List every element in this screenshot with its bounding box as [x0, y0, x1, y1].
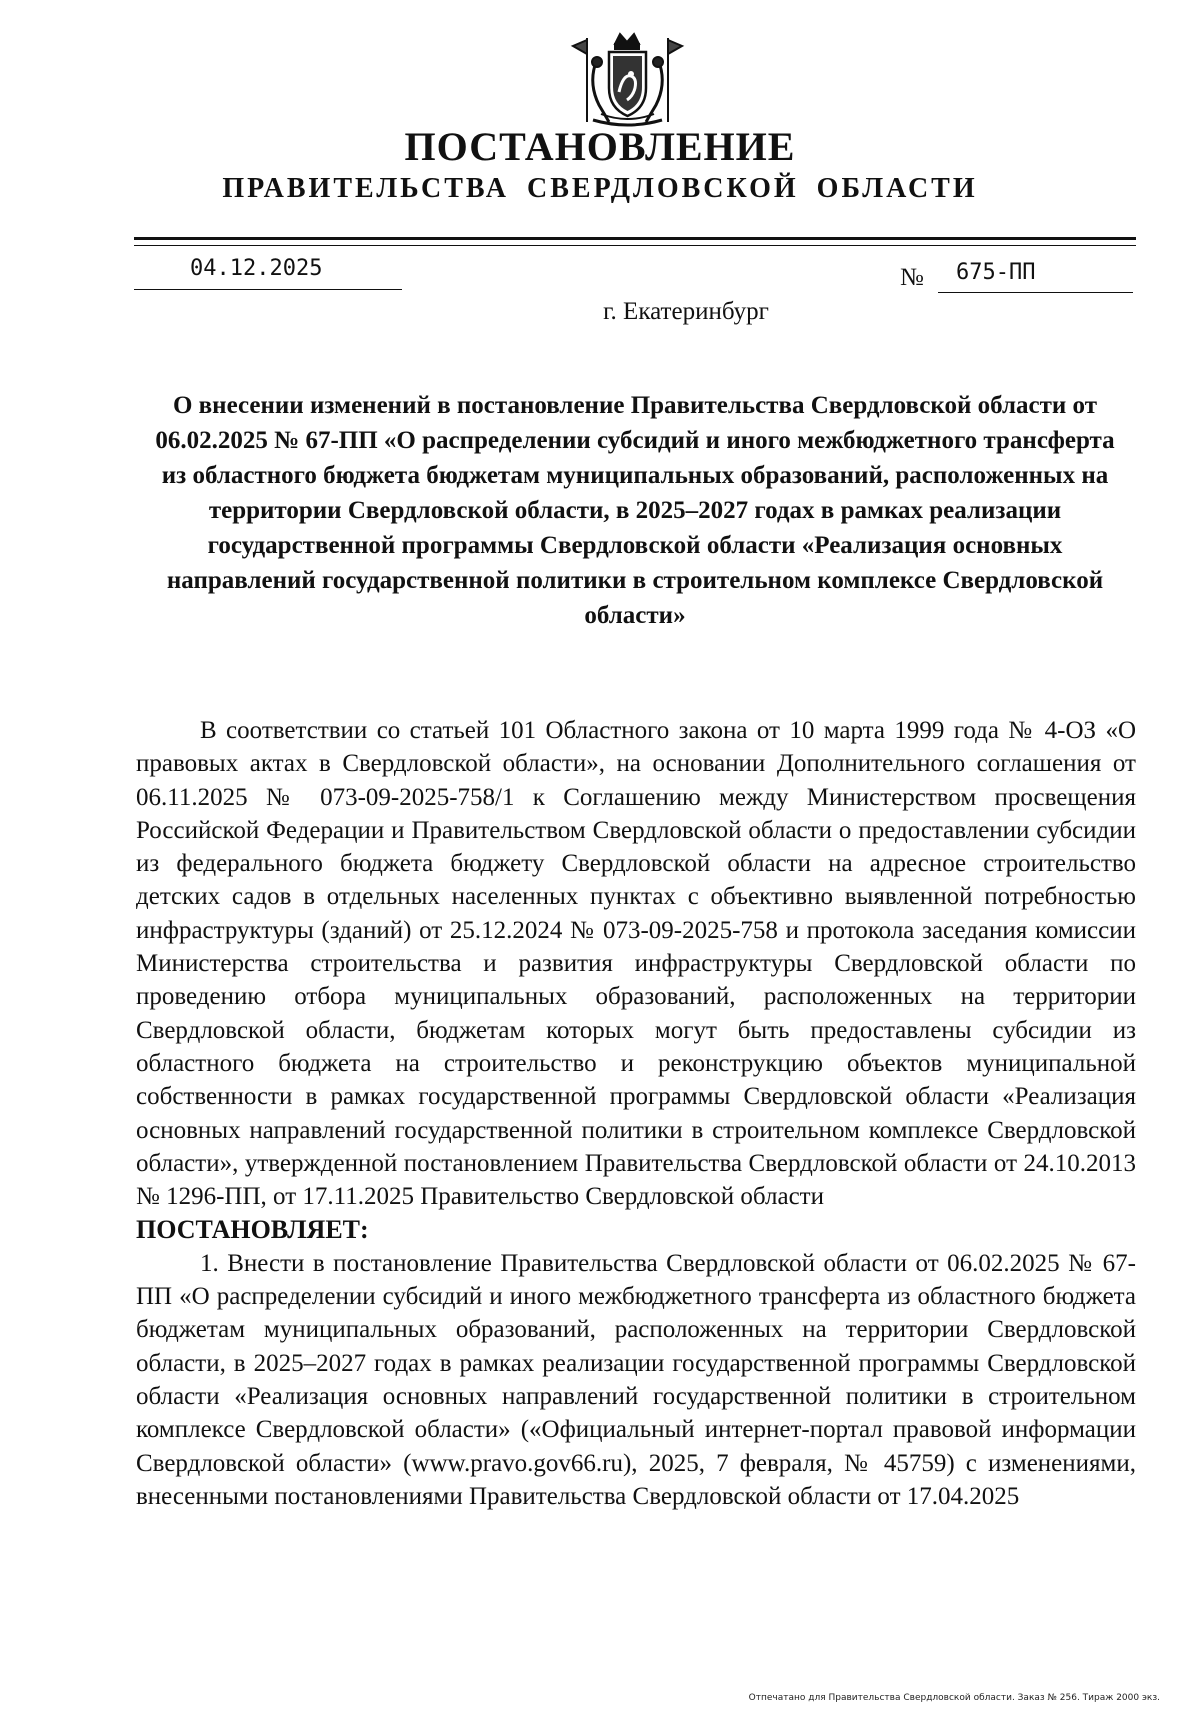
preamble-paragraph: В соответствии со статьей 101 Областного закона от 10 марта 1999 года № 4-ОЗ «О правовых актах в Свердловской области», на основании Дополнительного соглашения от 06.11.2025 № 073-09-2025-758/1 к Соглашению между Министерством просвещения Российской Федерации и Правительством Свердловской области о предоставлении субсидии из федерального бюджета бюджету Свердловской области на адресное строительство детских садов в отдельных населенных пунктах с объективно выявленной потребностью инфраструктуры (зданий) от 25.12.2024 № 073-09-2025-758 и протокола заседания комиссии Министерства строительства и развития инфраструктуры Свердловской области по проведению отбора муниципальных образований, расположенных на территории Свердловской области, бюджетам которых могут быть предоставлены субсидии из областного бюджета на строительство и реконструкцию объектов муниципальной собственности в рамках государственной программы Свердловской области «Реализация основных направлений государственной политики в строительном комплексе Свердловской области», утвержденной постановлением Правительства Свердловской области от 24.10.2013 № 1296-ПП, от 17.11.2025 Правительство Свердловской области	[136, 717, 1136, 1211]
city: г. Екатеринбург	[603, 298, 769, 325]
coat-of-arms-icon	[565, 30, 690, 130]
header-divider-thick	[134, 237, 1136, 240]
document-number: 675-ПП	[956, 260, 1036, 285]
document-subject: О внесении изменений в постановление Правительства Свердловской области от 06.02.2025 № 67-ПП «О распределении субсидий и иного межбюджетного трансферта из областного бюджета бюджетам муниципальных образований, расположенных на территории Свердловской области, в 2025–2027 годах в рамках реализации государственной программы Свердловской области «Реализация основных направлений государственной политики в строительном комплексе Свердловской области»	[155, 392, 1115, 629]
print-note: Отпечатано для Правительства Свердловской области. Заказ № 256. Тираж 2000 экз.	[748, 1693, 1160, 1703]
header-divider-thin	[134, 245, 1136, 246]
issuing-authority: ПРАВИТЕЛЬСТВА СВЕРДЛОВСКОЙ ОБЛАСТИ	[222, 173, 978, 204]
item-1-paragraph: 1. Внести в постановление Правительства Свердловской области от 06.02.2025 № 67-ПП «О распределении субсидий и иного межбюджетного трансферта из областного бюджета бюджетам муниципальных образований, расположенных на территории Свердловской области, в 2025–2027 годах в рамках реализации государственной программы Свердловской области «Реализация основных направлений государственной политики в строительном комплексе Свердловской области» («Официальный интернет-портал правовой информации Свердловской области» (www.pravo.gov66.ru), 2025, 7 февраля, № 45759) с изменениями, внесенными постановлениями Правительства Свердловской области от 17.04.2025	[136, 1249, 1136, 1510]
document-type-title: ПОСТАНОВЛЕНИЕ	[404, 124, 796, 169]
document-body	[136, 714, 1136, 1513]
document-date: 04.12.2025	[190, 256, 323, 281]
decree-word: ПОСТАНОВЛЯЕТ:	[136, 1215, 369, 1245]
date-underline	[134, 289, 402, 290]
number-sign: №	[900, 264, 924, 291]
number-underline	[938, 292, 1133, 293]
